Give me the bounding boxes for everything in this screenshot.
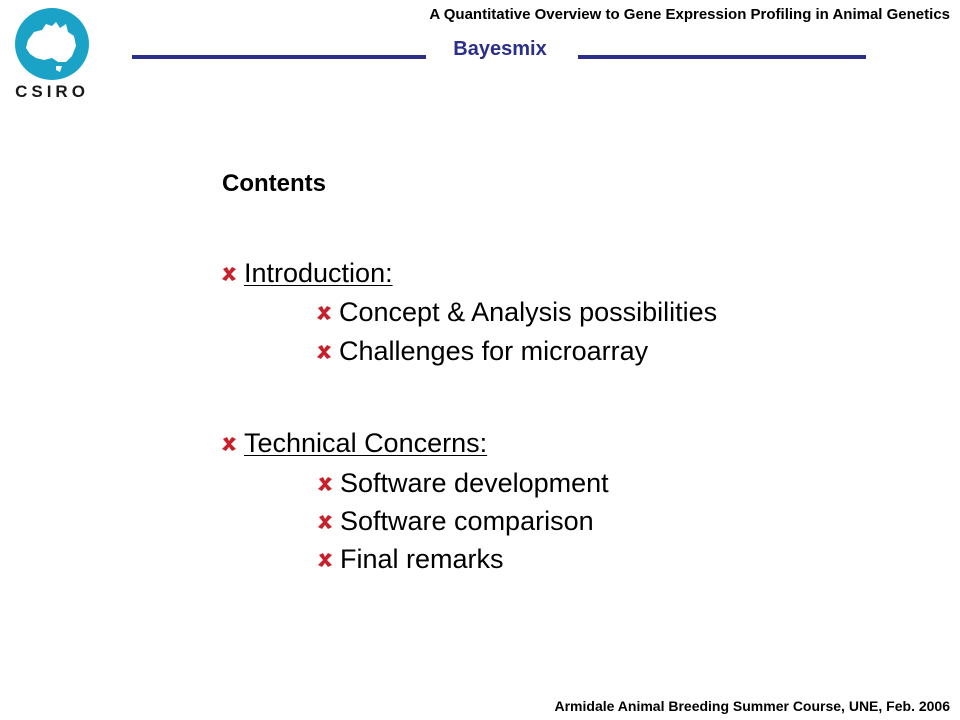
- list-item: [315, 336, 648, 367]
- x-mark-icon: [220, 265, 238, 283]
- list-item-label: Software development: [340, 468, 609, 498]
- footer-text: Armidale Animal Breeding Summer Course, UNE, Feb. 2006: [554, 698, 950, 714]
- group-title: Introduction:: [244, 258, 393, 288]
- section-title: Bayesmix: [453, 38, 547, 60]
- logo-text: CSIRO: [15, 82, 89, 101]
- list-item: [316, 468, 609, 499]
- x-mark-icon: [220, 435, 238, 453]
- x-mark-icon: [315, 343, 333, 361]
- csiro-logo: [12, 6, 92, 106]
- x-mark-icon: [316, 513, 334, 531]
- list-item: [316, 506, 594, 537]
- australia-map-icon: [12, 6, 92, 82]
- group-technical-concerns: [220, 428, 487, 459]
- list-item-label: Final remarks: [340, 544, 504, 574]
- list-item-label: Concept & Analysis possibilities: [339, 297, 718, 327]
- list-item-label: Software comparison: [340, 506, 594, 536]
- contents-heading: Contents: [222, 170, 326, 197]
- header-rule-left: [132, 55, 426, 59]
- group-introduction: [220, 258, 393, 289]
- list-item-label: Challenges for microarray: [339, 336, 649, 366]
- list-item: [315, 297, 717, 328]
- course-title: A Quantitative Overview to Gene Expression Profiling in Animal Genetics: [429, 6, 950, 23]
- list-item: [316, 544, 504, 575]
- x-mark-icon: [315, 304, 333, 322]
- x-mark-icon: [316, 551, 334, 569]
- group-title: Technical Concerns:: [244, 428, 488, 458]
- header-rule-right: [578, 55, 866, 59]
- x-mark-icon: [316, 475, 334, 493]
